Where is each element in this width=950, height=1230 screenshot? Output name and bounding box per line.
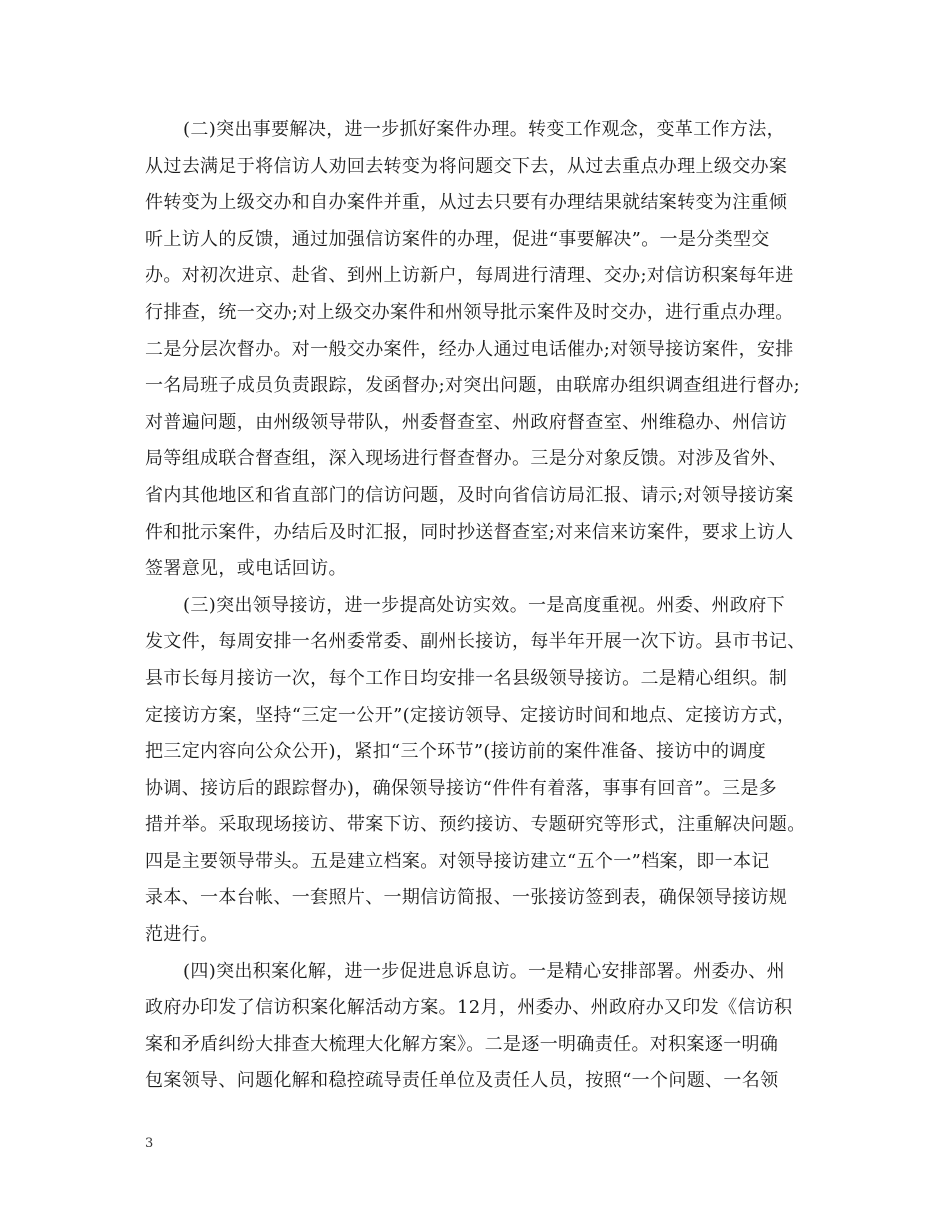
text-line: 包案领导、问题化解和稳控疏导责任单位及责任人员，按照“一个问题、一名领 [145, 1070, 779, 1092]
text-line: 政府办印发了信访积案化解活动方案。12月，州委办、州政府办又印发《信访积 [145, 997, 793, 1019]
text-line: 县市长每月接访一次，每个工作日均安排一名县级领导接访。二是精心组织。制 [145, 667, 788, 689]
text-line: (三)突出领导接访，进一步提高处访实效。一是高度重视。州委、州政府下 [183, 594, 785, 616]
text-line: 签署意见，或电话回访。 [145, 558, 347, 580]
text-line: 四是主要领导带头。五是建立档案。对领导接访建立“五个一”档案，即一本记 [145, 850, 770, 872]
text-line: (二)突出事要解决，进一步抓好案件办理。转变工作观念，变革工作方法， [183, 119, 785, 140]
document-body [145, 112, 805, 1100]
text-line: 从过去满足于将信访人劝回去转变为将问题交下去，从过去重点办理上级交办案 [145, 155, 788, 177]
text-line: 发文件，每周安排一名州委常委、副州长接访，每半年开展一次下访。县市书记、 [145, 631, 806, 653]
text-line: 范进行。 [145, 924, 219, 946]
text-line: 措并举。采取现场接访、带案下访、预约接访、专题研究等形式，注重解决问题。 [145, 814, 806, 836]
paragraph-4 [145, 954, 805, 1100]
text-line: 二是分层次督办。对一般交办案件，经办人通过电话催办;对领导接访案件，安排 [145, 338, 794, 360]
text-line: 定接访方案，坚持“三定一公开”(定接访领导、定接访时间和地点、定接访方式， [145, 704, 796, 726]
text-line: 局等组成联合督查组，深入现场进行督查督办。三是分对象反馈。对涉及省外、 [145, 448, 788, 470]
text-line: 录本、一本台帐、一套照片、一期信访简报、一张接访签到表，确保领导接访规 [145, 887, 788, 909]
text-line: 把三定内容向公众公开)，紧扣“三个环节”(接访前的案件准备、接访中的调度 [145, 741, 767, 763]
text-line: 一名局班子成员负责跟踪，发函督办;对突出问题，由联席办组织调查组进行督办; [145, 375, 801, 397]
text-line: 办。对初次进京、赴省、到州上访新户，每周进行清理、交办;对信访积案每年进 [145, 265, 794, 287]
page-number: 3 [145, 1136, 154, 1151]
paragraph-2 [145, 112, 805, 588]
text-line: 件转变为上级交办和自办案件并重，从过去只要有办理结果就结案转变为注重倾 [145, 192, 788, 214]
text-line: 听上访人的反馈，通过加强信访案件的办理，促进“事要解决”。一是分类型交 [145, 228, 770, 250]
text-line: (四)突出积案化解，进一步促进息诉息访。一是精心安排部署。州委办、州 [183, 960, 785, 982]
text-line: 行排查，统一交办;对上级交办案件和州领导批示案件及时交办，进行重点办理。 [145, 301, 794, 323]
text-line: 件和批示案件，办结后及时汇报，同时抄送督查室;对来信来访案件，要求上访人 [145, 521, 794, 543]
text-line: 协调、接访后的跟踪督办)，确保领导接访“件件有着落，事事有回音”。三是多 [145, 777, 778, 799]
paragraph-3 [145, 588, 805, 954]
text-line: 对普遍问题，由州级领导带队，州委督查室、州政府督查室、州维稳办、州信访 [145, 411, 788, 433]
text-line: 案和矛盾纠纷大排查大梳理大化解方案》。二是逐一明确责任。对积案逐一明确 [145, 1033, 779, 1055]
text-line: 省内其他地区和省直部门的信访问题，及时向省信访局汇报、请示;对领导接访案 [145, 484, 794, 506]
